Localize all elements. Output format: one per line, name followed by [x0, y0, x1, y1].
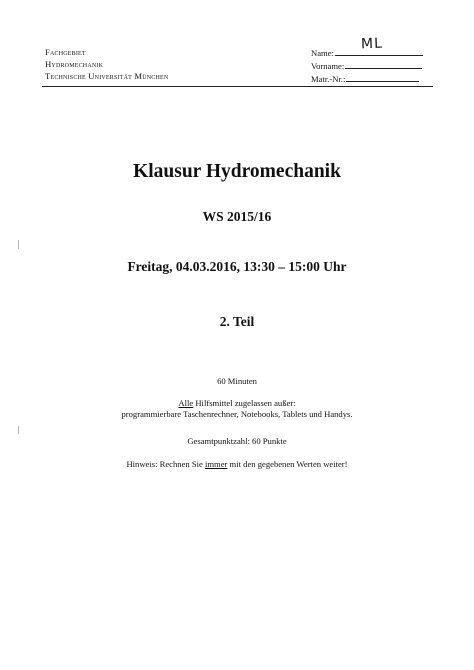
name-field [311, 35, 423, 59]
vorname-line[interactable] [345, 59, 422, 69]
aids-line-1-text: Hilfsmittel zugelassen außer: [193, 398, 296, 408]
aids-emphasis: Alle [178, 398, 194, 408]
header-divider [42, 86, 433, 87]
total-points: Gesamtpunktzahl: 60 Punkte [187, 436, 287, 446]
exam-duration: 60 Minuten [217, 376, 257, 386]
vorname-field [311, 59, 423, 72]
vorname-label: Vorname: [311, 61, 345, 72]
hint-text-after: mit den gegebenen Werten weiter! [227, 459, 348, 469]
exam-part: 2. Teil [219, 314, 255, 329]
scan-mark [18, 240, 19, 249]
institution-line-department: Fachgebiet [45, 47, 86, 57]
aids-line-1 [0, 398, 474, 409]
hint-text-before: Hinweis: Rechnen Sie [126, 459, 205, 469]
matrikel-field [311, 72, 423, 85]
institution-block [45, 46, 168, 83]
matrikel-label: Matr.-Nr.: [311, 74, 346, 85]
exam-title: Klausur Hydromechanik [133, 161, 341, 182]
hint-emphasis: immer [204, 459, 228, 469]
aids-line-2: programmierbare Taschenrechner, Notebooks, Tablets und Handys. [121, 409, 353, 419]
name-line[interactable] [335, 35, 423, 56]
institution-line-subject: Hydromechanik [45, 59, 104, 70]
student-info-block [311, 35, 423, 86]
matrikel-line[interactable] [346, 72, 419, 82]
hint [0, 459, 474, 470]
exam-date-time: Freitag, 04.03.2016, 13:30 – 15:00 Uhr [127, 259, 347, 274]
scan-mark [18, 426, 19, 434]
institution-line-university: Technische Universität München [45, 71, 169, 82]
name-label: Name: [311, 48, 334, 58]
semester: WS 2015/16 [202, 209, 272, 224]
name-handwritten-value: ML [360, 35, 384, 53]
